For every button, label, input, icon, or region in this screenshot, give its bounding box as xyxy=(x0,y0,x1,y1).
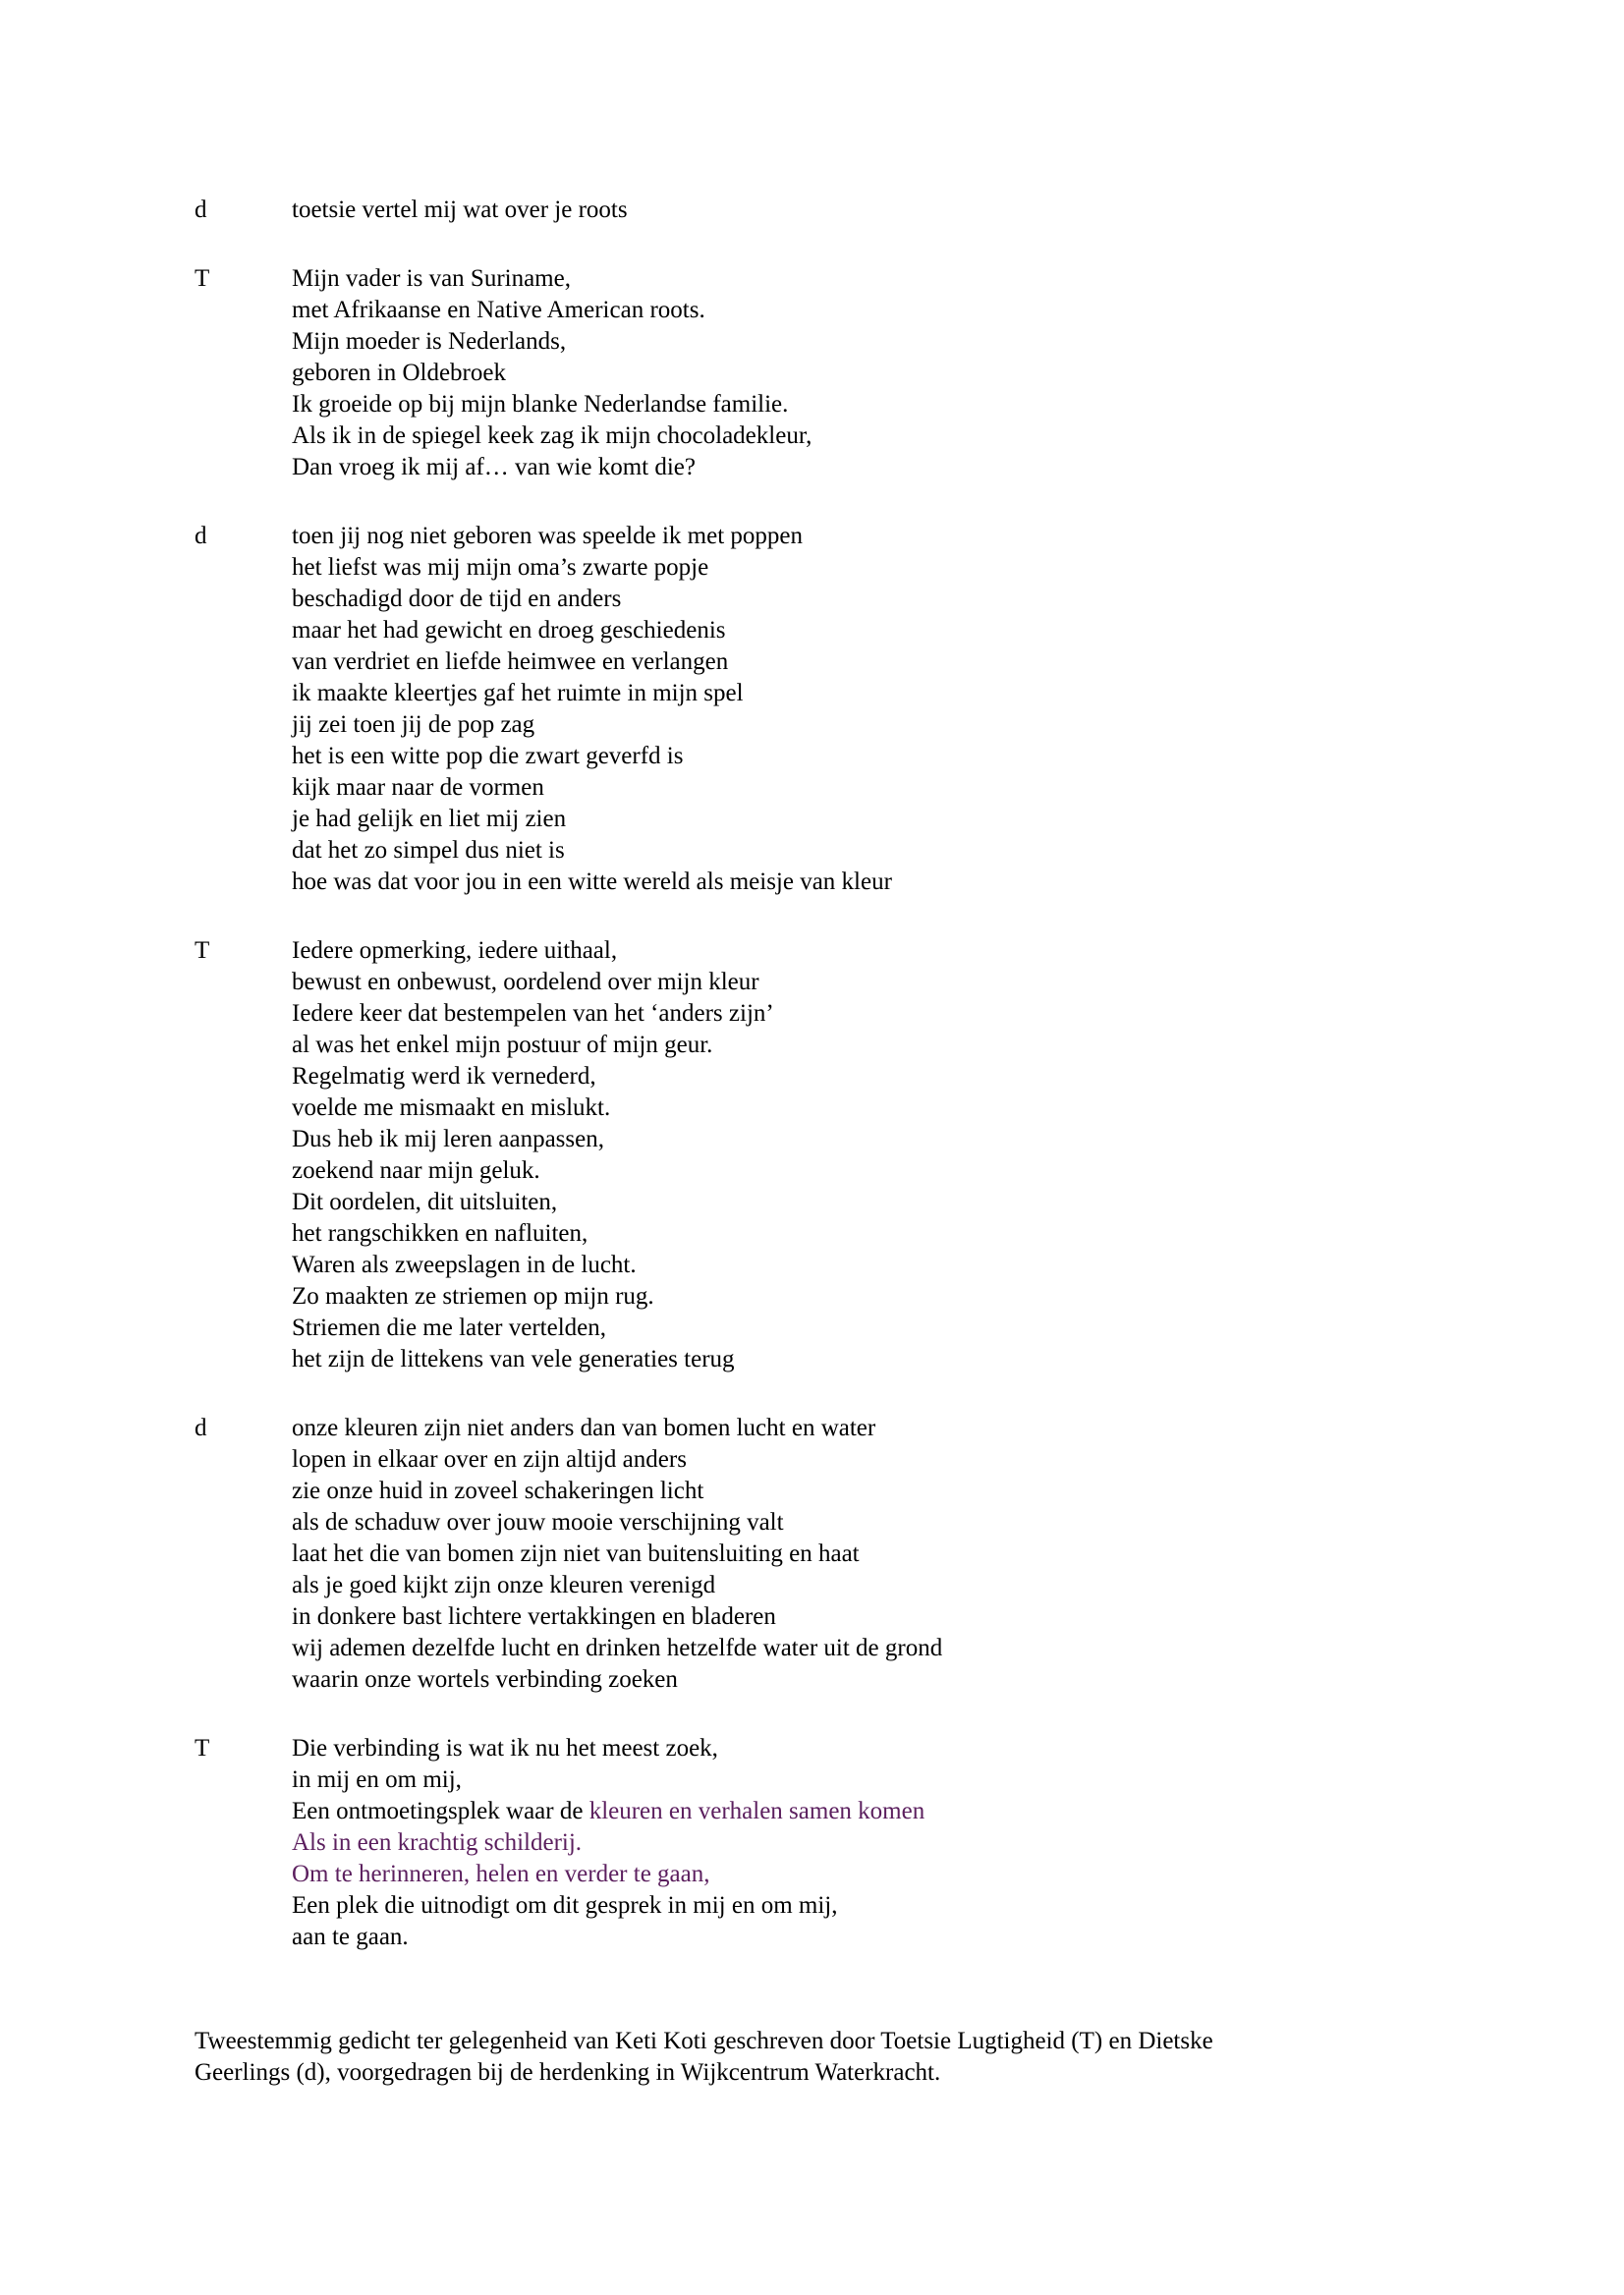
line-text: Mijn moeder is Nederlands, xyxy=(292,328,567,355)
poem-line xyxy=(292,835,1432,867)
line-text: Mijn vader is van Suriname, xyxy=(292,265,571,292)
line-text: met Afrikaanse en Native American roots. xyxy=(292,297,705,323)
poem-line xyxy=(292,1601,1432,1633)
line-text: maar het had gewicht en droeg geschiedenis xyxy=(292,617,726,644)
line-text: Dus heb ik mij leren aanpassen, xyxy=(292,1126,604,1152)
stanza xyxy=(195,1413,1432,1696)
highlighted-text: kleuren en verhalen samen komen xyxy=(588,1798,925,1824)
stanza-lines xyxy=(292,521,1432,898)
line-text: toetsie vertel mij wat over je roots xyxy=(292,196,628,223)
poem-line xyxy=(292,935,1432,967)
poem-line xyxy=(292,772,1432,804)
poem-line xyxy=(292,326,1432,358)
line-text: laat het die van bomen zijn niet van buitensluiting en haat xyxy=(292,1540,860,1567)
footnote xyxy=(195,2026,1373,2089)
line-text: waarin onze wortels verbinding zoeken xyxy=(292,1666,678,1693)
poem-line xyxy=(292,1030,1432,1061)
line-text: Dan vroeg ik mij af… van wie komt die? xyxy=(292,454,696,480)
poem-line xyxy=(292,1539,1432,1570)
line-text: toen jij nog niet geboren was speelde ik met poppen xyxy=(292,523,804,549)
line-text: in donkere bast lichtere vertakkingen en bladeren xyxy=(292,1603,776,1630)
line-text: Regelmatig werd ik vernederd, xyxy=(292,1063,596,1090)
poem-line xyxy=(292,678,1432,709)
stanza-lines xyxy=(292,1413,1432,1696)
stanza xyxy=(195,1733,1432,1953)
line-text: hoe was dat voor jou in een witte wereld als meisje van kleur xyxy=(292,868,892,895)
stanza xyxy=(195,935,1432,1375)
poem-line xyxy=(292,1859,1432,1890)
poem-line xyxy=(292,295,1432,326)
line-text: ik maakte kleertjes gaf het ruimte in mijn spel xyxy=(292,680,744,706)
poem-line xyxy=(292,1092,1432,1124)
line-text: voelde me mismaakt en mislukt. xyxy=(292,1094,611,1121)
line-text: het liefst was mij mijn oma’s zwarte popje xyxy=(292,554,709,581)
stanza-lines xyxy=(292,1733,1432,1953)
poem-line xyxy=(292,804,1432,835)
line-text: Die verbinding is wat ik nu het meest zoek, xyxy=(292,1735,718,1762)
poem-line xyxy=(292,1922,1432,1953)
line-text: bewust en onbewust, oordelend over mijn kleur xyxy=(292,969,759,995)
line-text: Iedere keer dat bestempelen van het ‘anders zijn’ xyxy=(292,1000,774,1027)
line-text: Dit oordelen, dit uitsluiten, xyxy=(292,1189,558,1215)
line-text: Een ontmoetingsplek waar de xyxy=(292,1798,589,1824)
poem xyxy=(195,195,1432,1990)
speaker-label: d xyxy=(195,523,207,549)
poem-line xyxy=(292,1507,1432,1539)
poem-line xyxy=(292,646,1432,678)
line-text: Waren als zweepslagen in de lucht. xyxy=(292,1252,637,1278)
poem-line xyxy=(292,1250,1432,1281)
poem-line xyxy=(292,389,1432,420)
poem-line xyxy=(292,741,1432,772)
poem-line xyxy=(292,1827,1432,1859)
line-text: Als ik in de spiegel keek zag ik mijn chocoladekleur, xyxy=(292,422,812,449)
line-text: geboren in Oldebroek xyxy=(292,360,506,386)
line-text: als de schaduw over jouw mooie verschijning valt xyxy=(292,1509,784,1536)
stanza-lines xyxy=(292,263,1432,483)
line-text: wij ademen dezelfde lucht en drinken hetzelfde water uit de grond xyxy=(292,1635,943,1661)
poem-line xyxy=(292,967,1432,998)
line-text: dat het zo simpel dus niet is xyxy=(292,837,565,864)
poem-line xyxy=(292,358,1432,389)
poem-line xyxy=(292,1890,1432,1922)
poem-line xyxy=(292,615,1432,646)
stanza xyxy=(195,521,1432,898)
poem-line xyxy=(292,1413,1432,1444)
line-text: het is een witte pop die zwart geverfd is xyxy=(292,743,684,769)
poem-line xyxy=(292,1633,1432,1664)
poem-line xyxy=(292,521,1432,552)
line-text: als je goed kijkt zijn onze kleuren verenigd xyxy=(292,1572,716,1598)
stanza-lines xyxy=(292,935,1432,1375)
line-text: het rangschikken en nafluiten, xyxy=(292,1220,588,1247)
poem-line xyxy=(292,452,1432,483)
highlighted-text: Als in een krachtig schilderij. xyxy=(292,1829,583,1856)
line-text: beschadigd door de tijd en anders xyxy=(292,586,622,612)
poem-line xyxy=(292,867,1432,898)
speaker-label: T xyxy=(195,265,210,292)
line-text: Iedere opmerking, iedere uithaal, xyxy=(292,937,618,964)
line-text: al was het enkel mijn postuur of mijn geur. xyxy=(292,1032,713,1058)
poem-line xyxy=(292,1061,1432,1092)
stanza xyxy=(195,263,1432,483)
poem-line xyxy=(292,1313,1432,1344)
line-text: zie onze huid in zoveel schakeringen licht xyxy=(292,1478,704,1504)
poem-line xyxy=(292,195,1432,226)
speaker-label: T xyxy=(195,1735,210,1762)
poem-line xyxy=(292,1344,1432,1375)
poem-line xyxy=(292,1155,1432,1187)
poem-line xyxy=(292,1764,1432,1796)
stanza-lines xyxy=(292,195,1432,226)
footnote-line: Tweestemmig gedicht ter gelegenheid van Keti Koti geschreven door Toetsie Lugtigheid (T) en Dietske xyxy=(195,2028,1213,2054)
poem-line xyxy=(292,1796,1432,1827)
line-text: kijk maar naar de vormen xyxy=(292,774,544,801)
line-text: zoekend naar mijn geluk. xyxy=(292,1157,540,1184)
poem-line xyxy=(292,998,1432,1030)
line-text: in mij en om mij, xyxy=(292,1766,462,1793)
poem-line xyxy=(292,552,1432,584)
line-text: aan te gaan. xyxy=(292,1924,409,1950)
poem-line xyxy=(292,584,1432,615)
line-text: onze kleuren zijn niet anders dan van bomen lucht en water xyxy=(292,1415,876,1441)
poem-line xyxy=(292,1218,1432,1250)
poem-line xyxy=(292,1570,1432,1601)
footnote-line: Geerlings (d), voorgedragen bij de herdenking in Wijkcentrum Waterkracht. xyxy=(195,2059,941,2086)
poem-line xyxy=(292,1124,1432,1155)
speaker-label: d xyxy=(195,1415,207,1441)
line-text: Zo maakten ze striemen op mijn rug. xyxy=(292,1283,654,1310)
highlighted-text: Om te herinneren, helen en verder te gaan, xyxy=(292,1861,710,1887)
line-text: Ik groeide op bij mijn blanke Nederlandse familie. xyxy=(292,391,789,418)
poem-line xyxy=(292,420,1432,452)
poem-line xyxy=(292,1733,1432,1764)
poem-line xyxy=(292,1476,1432,1507)
poem-line xyxy=(292,263,1432,295)
line-text: Een plek die uitnodigt om dit gesprek in mij en om mij, xyxy=(292,1892,838,1919)
poem-line xyxy=(292,709,1432,741)
line-text: het zijn de littekens van vele generaties terug xyxy=(292,1346,735,1372)
poem-line xyxy=(292,1444,1432,1476)
speaker-label: T xyxy=(195,937,210,964)
line-text: je had gelijk en liet mij zien xyxy=(292,806,567,832)
poem-line xyxy=(292,1281,1432,1313)
line-text: jij zei toen jij de pop zag xyxy=(292,711,535,738)
line-text: lopen in elkaar over en zijn altijd anders xyxy=(292,1446,687,1473)
poem-line xyxy=(292,1187,1432,1218)
speaker-label: d xyxy=(195,196,207,223)
line-text: van verdriet en liefde heimwee en verlangen xyxy=(292,648,729,675)
poem-line xyxy=(292,1664,1432,1696)
stanza xyxy=(195,195,1432,226)
line-text: Striemen die me later vertelden, xyxy=(292,1315,607,1341)
